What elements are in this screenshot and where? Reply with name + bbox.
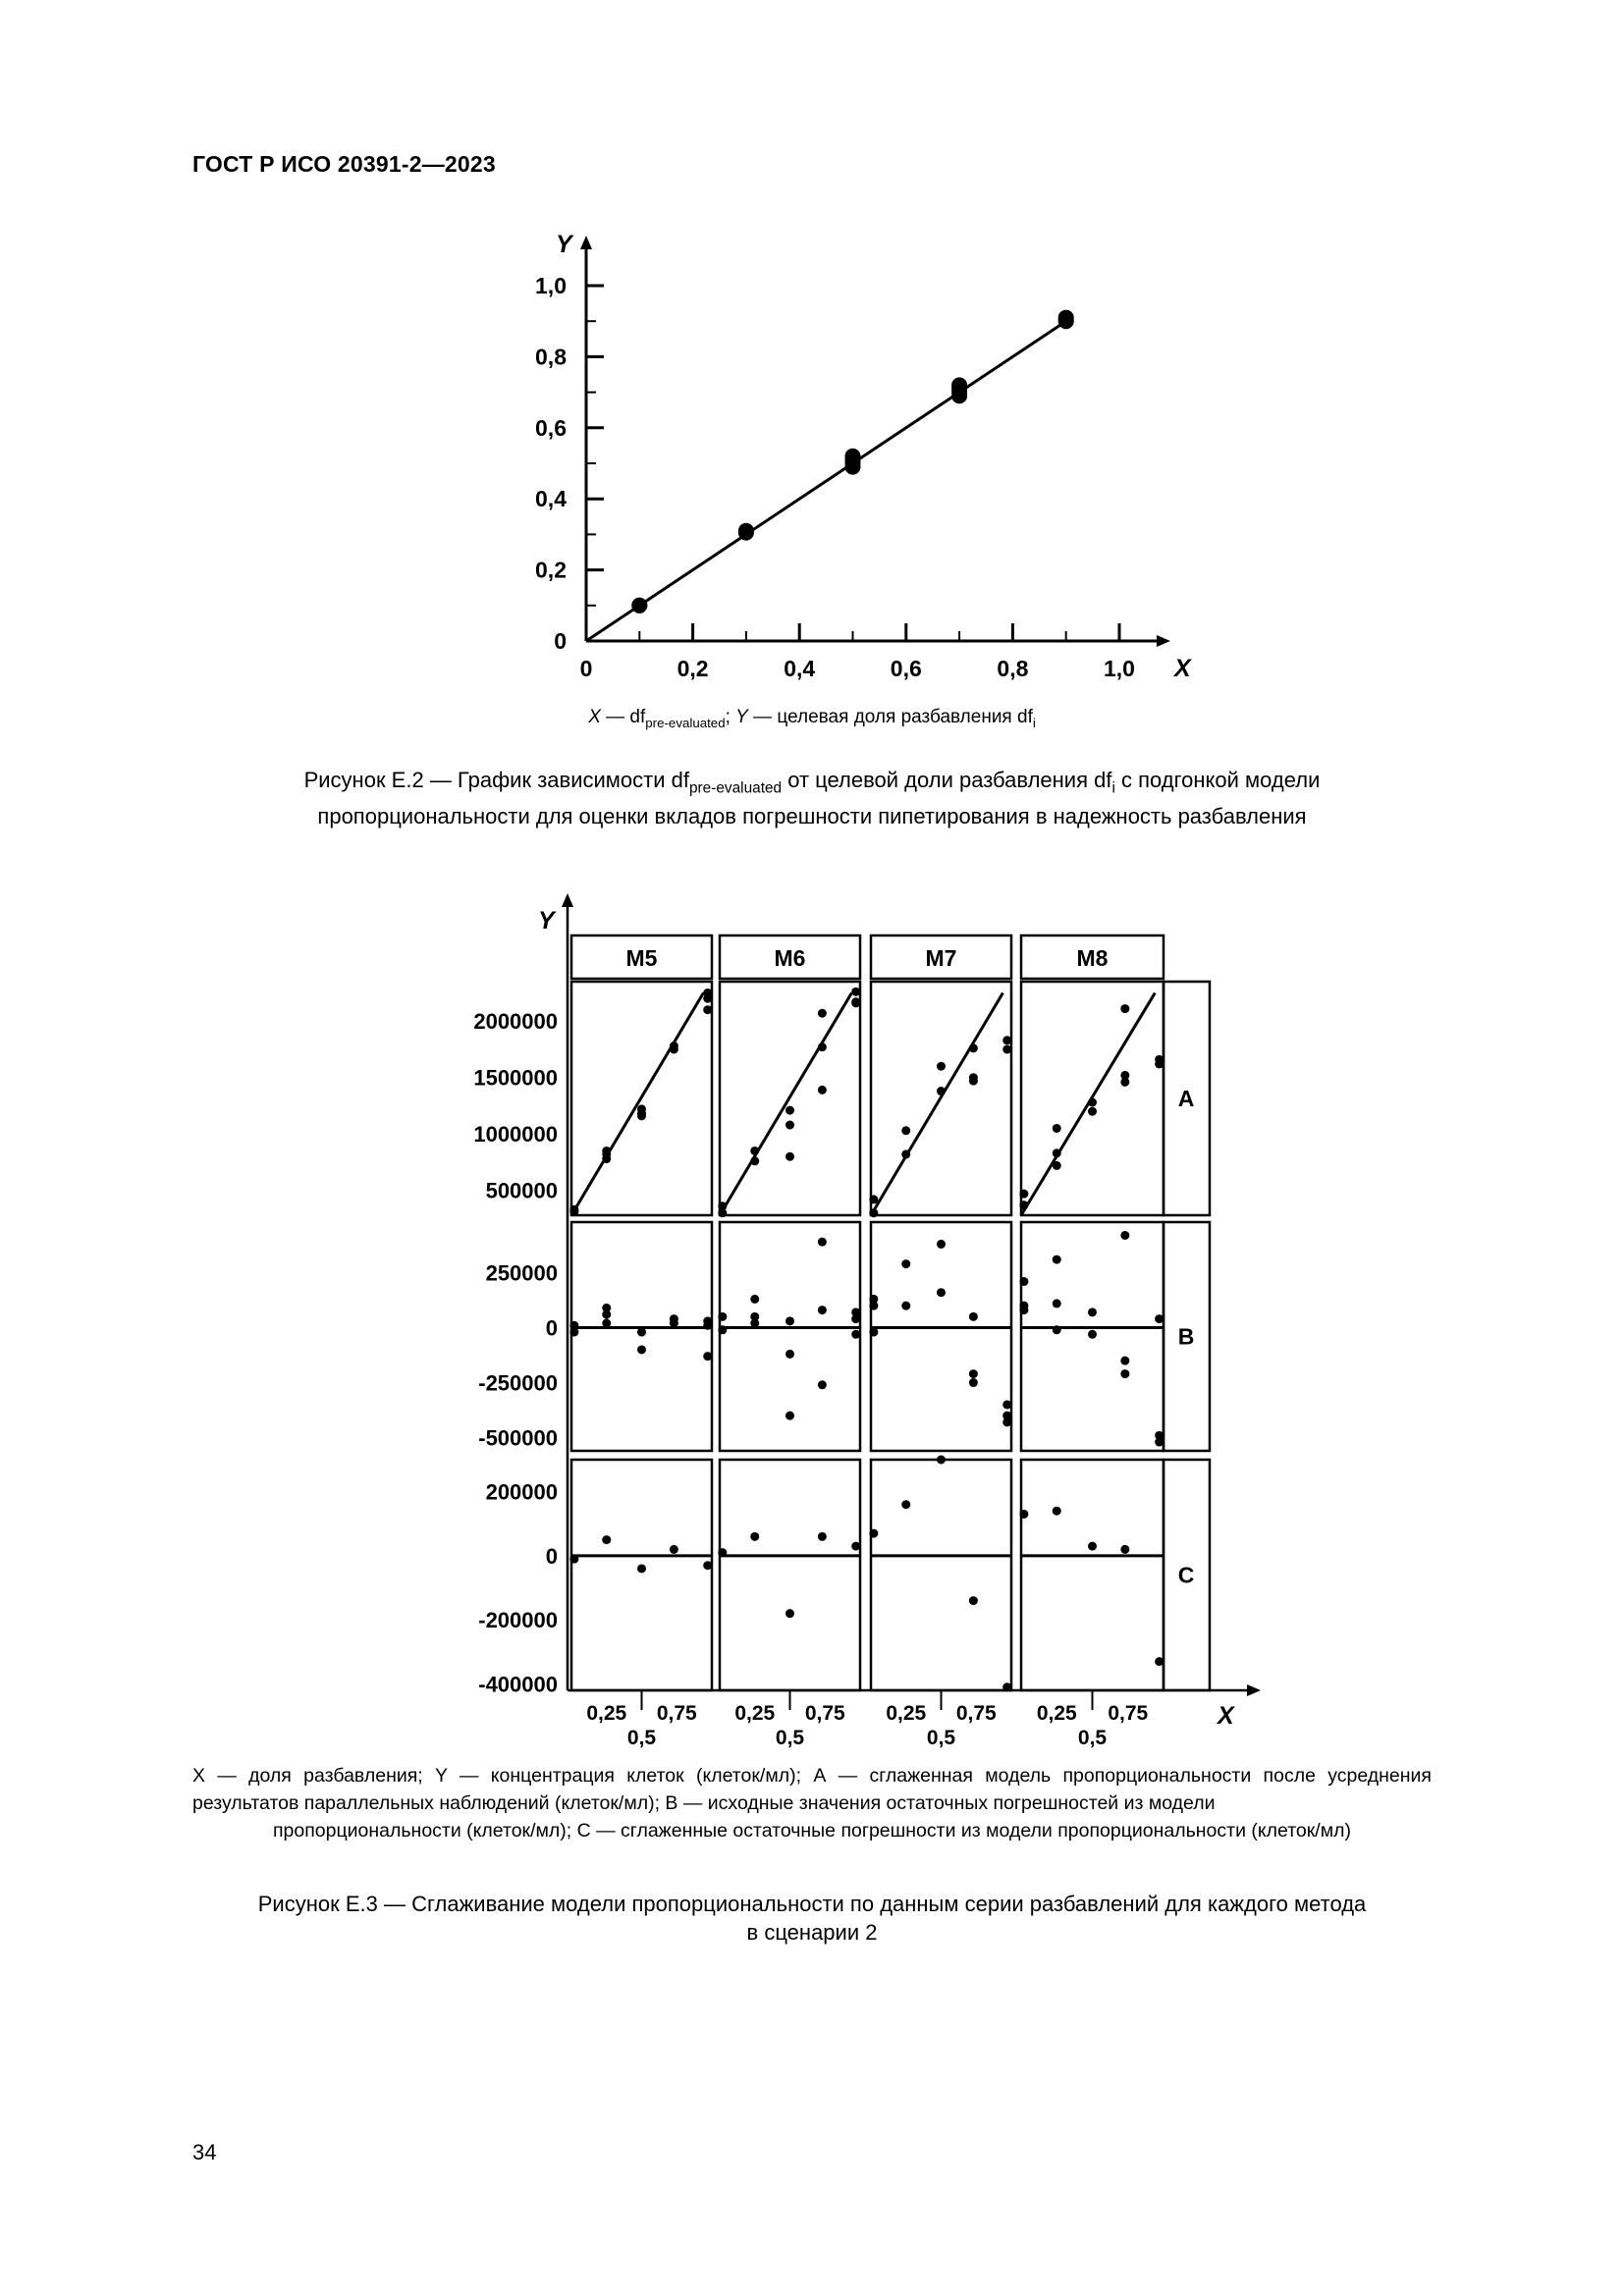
data-point — [869, 1208, 878, 1217]
y-tick-label: 500000 — [485, 1178, 558, 1203]
data-point — [703, 1321, 712, 1330]
figure-e3-legend-line2: пропорциональности (клеток/мл); С — сглаженные остаточные погрешности из модели пропорциональности (клеток/мл) — [273, 1820, 1351, 1842]
y-tick-label: 250000 — [485, 1260, 558, 1286]
data-point — [1053, 1325, 1061, 1334]
x-tick-label: 0,4 — [784, 656, 816, 681]
data-point — [670, 1041, 678, 1050]
y-axis-arrow — [562, 893, 573, 907]
data-point — [1019, 1306, 1028, 1314]
figure-e3-caption-line1: Рисунок Е.3 — Сглаживание модели пропорциональности по данным серии разбавлений для каждого метода — [257, 1892, 1367, 1916]
y-tick-label: 0 — [554, 628, 567, 654]
x-axis-label: X — [1218, 1702, 1234, 1730]
x-tick-label: 0,75 — [955, 1702, 997, 1725]
row-label: A — [1177, 1086, 1195, 1111]
data-point — [1053, 1299, 1061, 1308]
fit-line — [571, 992, 703, 1215]
y-tick-label: 0,6 — [535, 414, 567, 441]
figure-e3-caption-line2: в сценарии 2 — [746, 1920, 878, 1945]
caption-part1: Рисунок Е.2 — График зависимости df — [303, 768, 689, 792]
data-point — [718, 1312, 727, 1321]
data-point — [1053, 1255, 1061, 1264]
y-tick-label: -200000 — [478, 1608, 558, 1633]
x-axis-arrow — [1247, 1684, 1261, 1696]
data-point — [1088, 1308, 1097, 1316]
data-point — [785, 1121, 794, 1130]
data-point — [1002, 1417, 1011, 1426]
data-point — [602, 1147, 611, 1155]
data-point — [1002, 1036, 1011, 1044]
y-axis-label: Y — [538, 907, 555, 934]
data-point — [869, 1195, 878, 1203]
data-point — [969, 1043, 978, 1052]
x-tick-label: 0 — [579, 656, 593, 681]
method-label: M5 — [625, 945, 658, 971]
data-point — [818, 1042, 827, 1051]
data-point — [785, 1316, 794, 1325]
data-point — [901, 1149, 910, 1158]
data-point — [1120, 1545, 1129, 1554]
data-point — [1155, 1059, 1164, 1068]
data-point — [718, 1325, 727, 1334]
row-label: B — [1177, 1323, 1195, 1350]
data-point — [1088, 1107, 1097, 1116]
method-label: M8 — [1076, 945, 1109, 971]
x-tick-label: 0,2 — [677, 656, 709, 681]
fit-line — [720, 992, 851, 1215]
x-axis-label: X — [1174, 655, 1191, 682]
data-point — [703, 1352, 712, 1361]
data-point — [901, 1500, 910, 1509]
x-tick-label: 1,0 — [1104, 656, 1135, 681]
data-point — [969, 1369, 978, 1378]
data-point — [969, 1077, 978, 1086]
page-number: 34 — [192, 2140, 217, 2164]
data-point — [818, 1306, 827, 1314]
y-tick-label: 0,8 — [535, 344, 567, 370]
caption-part3: с подгонкой модели пропорциональности для оценки вкладов погрешности пипетирования в надежность разбавления — [317, 768, 1321, 829]
data-point — [718, 1548, 727, 1557]
x-tick-label: 0,5 — [1077, 1727, 1108, 1749]
panel-box — [571, 1460, 712, 1690]
data-point — [1120, 1369, 1129, 1378]
data-point — [851, 1314, 860, 1323]
data-point — [785, 1350, 794, 1359]
y-tick-label: 0,2 — [535, 557, 567, 583]
figure-e3-legend — [192, 1762, 1432, 1844]
data-point — [1019, 1510, 1028, 1519]
data-point — [718, 1201, 727, 1210]
data-point — [1002, 1682, 1011, 1691]
legend-sep: ; — [725, 707, 736, 727]
data-point — [1088, 1330, 1097, 1339]
caption-sub1: pre-evaluated — [688, 779, 783, 797]
data-point — [869, 1302, 878, 1310]
figure-e3-caption — [196, 1890, 1428, 1947]
panel-box — [1021, 1460, 1164, 1690]
data-point — [785, 1412, 794, 1420]
data-point — [602, 1535, 611, 1544]
data-point — [1120, 1078, 1129, 1087]
data-point — [1155, 1657, 1164, 1666]
data-point — [569, 1205, 578, 1214]
data-point — [750, 1295, 759, 1304]
data-point — [1120, 1357, 1129, 1365]
data-point — [1053, 1148, 1061, 1157]
data-point — [637, 1111, 646, 1120]
y-tick-label: 200000 — [485, 1479, 558, 1505]
x-tick-label: 0,25 — [586, 1702, 627, 1725]
data-point — [1019, 1190, 1028, 1199]
y-tick-label: -400000 — [478, 1672, 558, 1697]
y-tick-label: 0 — [545, 1315, 558, 1341]
data-point — [869, 1529, 878, 1538]
figure-e3-legend-line1: X — доля разбавления; Y — концентрация клеток (клеток/мл); А — сглаженная модель пропорциональности после усреднения результатов параллельных наблюдений (клеток/мл); В — исходные значения остаточных погрешностей из модели — [192, 1765, 1432, 1814]
data-point — [818, 1532, 827, 1541]
data-point — [602, 1154, 611, 1163]
data-point — [785, 1106, 794, 1115]
data-point — [785, 1152, 794, 1161]
y-tick-label: 0 — [545, 1543, 558, 1569]
x-tick-label: 0,5 — [926, 1727, 956, 1749]
data-point — [1019, 1201, 1028, 1209]
caption-part2: от целевой доли разбавления df — [782, 768, 1112, 792]
data-point — [1002, 1400, 1011, 1409]
data-point — [1155, 1314, 1164, 1323]
y-axis-label: Y — [556, 231, 572, 258]
y-tick-label: 1000000 — [473, 1122, 558, 1148]
x-tick-label: 0,5 — [775, 1727, 805, 1749]
data-point — [1019, 1277, 1028, 1286]
data-point — [703, 1005, 712, 1014]
legend-y-symbol: Y — [735, 707, 748, 727]
data-point — [750, 1532, 759, 1541]
y-tick-label: 0,4 — [535, 486, 567, 512]
data-point — [851, 988, 860, 996]
x-tick-label: 0,6 — [890, 656, 922, 681]
data-point — [851, 1330, 860, 1339]
caption-sub2: i — [1111, 779, 1115, 797]
data-point — [785, 1609, 794, 1618]
data-point — [637, 1328, 646, 1337]
fit-line — [1021, 992, 1155, 1215]
data-point — [818, 1380, 827, 1389]
data-point — [969, 1596, 978, 1605]
data-point — [569, 1555, 578, 1564]
data-point — [851, 1542, 860, 1551]
legend-y-sub: i — [1032, 715, 1036, 730]
data-point — [670, 1545, 678, 1554]
data-point — [901, 1259, 910, 1268]
y-tick-label: 2000000 — [473, 1009, 558, 1035]
data-point — [670, 1319, 678, 1328]
data-point — [602, 1319, 611, 1328]
legend-x-text: — df — [600, 707, 646, 727]
y-tick-label: 1500000 — [473, 1065, 558, 1091]
data-point — [569, 1328, 578, 1337]
data-point — [818, 1086, 827, 1095]
data-point — [937, 1288, 946, 1297]
data-point — [1155, 1438, 1164, 1447]
data-point — [750, 1319, 759, 1328]
data-point — [969, 1378, 978, 1387]
x-tick-label: 0,75 — [656, 1702, 697, 1725]
panel-box — [871, 1460, 1011, 1690]
panel-box — [871, 1222, 1011, 1451]
data-point — [937, 1240, 946, 1249]
data-point — [937, 1456, 946, 1465]
data-point — [937, 1062, 946, 1071]
x-tick-label: 0,75 — [1108, 1702, 1149, 1725]
x-tick-label: 0,25 — [1036, 1702, 1077, 1725]
data-point — [1120, 1004, 1129, 1013]
x-tick-label: 0,25 — [886, 1702, 927, 1725]
document-header: ГОСТ Р ИСО 20391-2—2023 — [192, 151, 496, 177]
data-point — [1053, 1507, 1061, 1516]
data-point — [1120, 1231, 1129, 1240]
data-point — [750, 1156, 759, 1165]
data-point — [703, 1561, 712, 1570]
x-tick-label: 0,25 — [734, 1702, 776, 1725]
data-point — [818, 1238, 827, 1247]
data-point — [602, 1310, 611, 1319]
data-point — [937, 1087, 946, 1095]
legend-x-symbol: X — [588, 707, 601, 727]
data-point — [703, 994, 712, 1003]
method-label: M7 — [925, 945, 957, 971]
row-label: C — [1177, 1562, 1195, 1588]
data-point — [637, 1564, 646, 1573]
data-point — [1088, 1542, 1097, 1551]
data-point — [1053, 1161, 1061, 1170]
data-point — [901, 1126, 910, 1135]
data-point — [637, 1345, 646, 1354]
data-point — [901, 1302, 910, 1310]
data-point — [869, 1328, 878, 1337]
y-tick-label: -500000 — [478, 1425, 558, 1451]
data-point — [750, 1147, 759, 1155]
x-tick-label: 0,8 — [997, 656, 1029, 681]
method-label: M6 — [774, 945, 806, 971]
x-tick-label: 0,5 — [626, 1727, 657, 1749]
y-tick-label: -250000 — [478, 1370, 558, 1396]
panel-box — [720, 1460, 860, 1690]
legend-x-sub: pre-evaluated — [645, 715, 726, 730]
x-tick-label: 0,75 — [804, 1702, 845, 1725]
y-tick-label: 1,0 — [535, 273, 567, 298]
data-point — [851, 998, 860, 1007]
fit-line — [871, 992, 1002, 1215]
data-point — [1053, 1124, 1061, 1133]
data-point — [1088, 1098, 1097, 1107]
legend-y-text: — целевая доля разбавления df — [747, 707, 1033, 727]
data-point — [969, 1312, 978, 1321]
data-point — [1002, 1044, 1011, 1053]
data-point — [818, 1009, 827, 1018]
